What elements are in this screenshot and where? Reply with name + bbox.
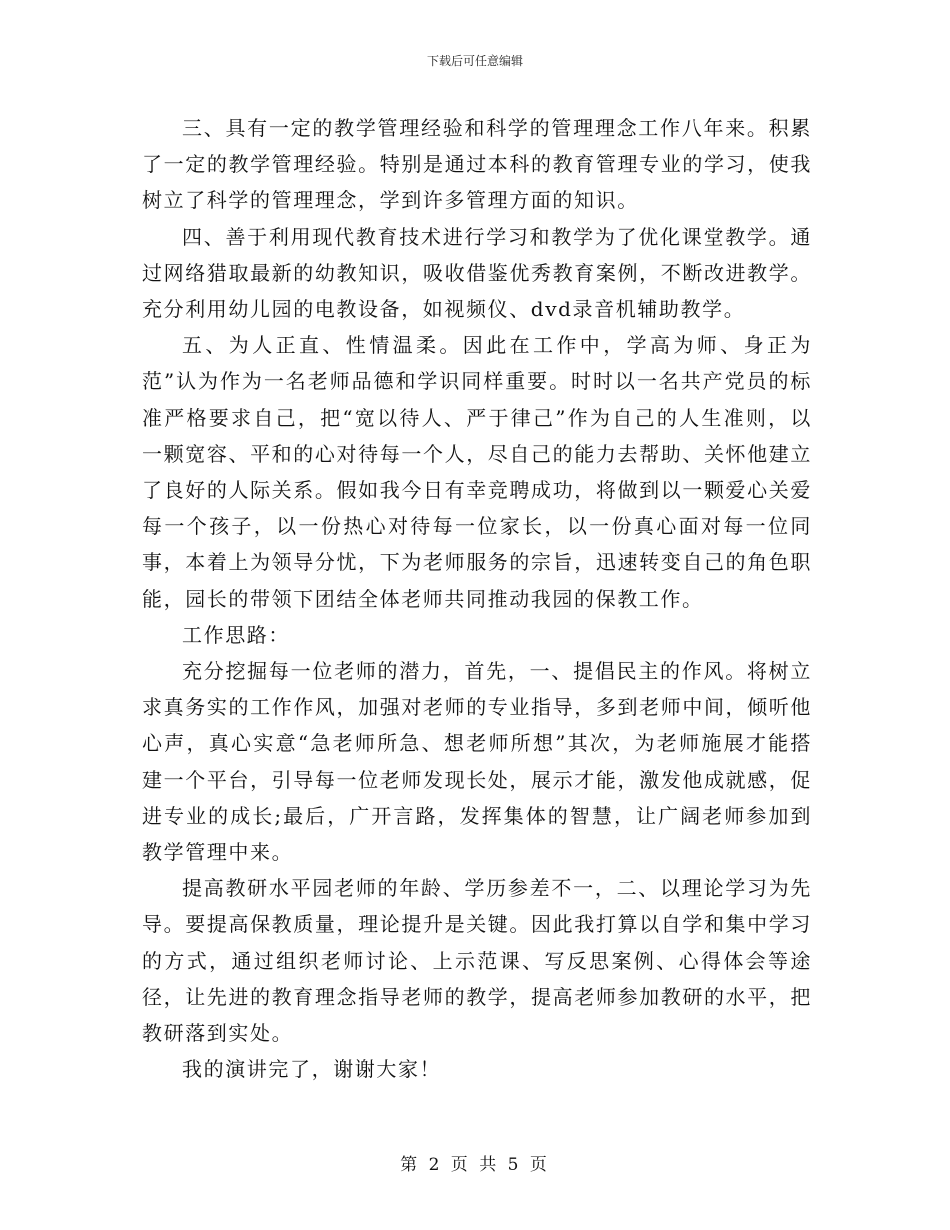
- page-number: 第 2 页 共 5 页: [400, 1155, 550, 1175]
- paragraph-closing: 我的演讲完了，谢谢大家！: [182, 1057, 442, 1082]
- paragraph-personal-character: 五、为人正直、性情温柔。因此在工作中，学高为师、身正为范”认为作为一名老师品德和学识同样重要。时时以一名共产党员的标准严格要求自己，把“宽以待人、严于律己”作为自己的人生准则，以一颗宽容、平和的心对待每一个人，尽自己的能力去帮助、关怀他建立了良好的人际关系。假如我今日有幸竞聘成功，将做到以一颗爱心关爱每一个孩子，以一份热心对待每一位家长，以一份真心面对每一位同事，本着上为领导分忧，下为老师服务的宗旨，迅速转变自己的角色职能，园长的带领下团结全体老师共同推动我园的保教工作。: [142, 333, 812, 611]
- document-body: [142, 110, 812, 1087]
- paragraph-democratic-style: 充分挖掘每一位老师的潜力，首先，一、提倡民主的作风。将树立求真务实的工作作风，加强对老师的专业指导，多到老师中间，倾听他心声，真心实意“急老师所急、想老师所想”其次，为老师施展才能搭建一个平台，引导每一位老师发现长处，展示才能，激发他成就感，促进专业的成长;最后，广开言路，发挥集体的智慧，让广阔老师参加到教学管理中来。: [142, 659, 812, 865]
- page-header-note: 下载后可任意编辑: [426, 54, 523, 68]
- paragraph-management-experience: 三、具有一定的教学管理经验和科学的管理理念工作八年来。积累了一定的教学管理经验。特别是通过本科的教育管理专业的学习，使我树立了科学的管理理念，学到许多管理方面的知识。: [142, 116, 812, 213]
- paragraph-education-technology: 四、善于利用现代教育技术进行学习和教学为了优化课堂教学。通过网络猎取最新的幼教知识，吸收借鉴优秀教育案例，不断改进教学。充分利用幼儿园的电教设备，如视频仪、dvd录音机辅助教学。: [142, 224, 812, 322]
- paragraph-teaching-research: 提高教研水平园老师的年龄、学历参差不一，二、以理论学习为先导。要提高保教质量，理论提升是关键。因此我打算以自学和集中学习的方式，通过组织老师讨论、上示范课、写反思案例、心得体会等途径，让先进的教育理念指导老师的教学，提高老师参加教研的水平，把教研落到实处。: [142, 876, 812, 1046]
- paragraph-work-ideas-heading: 工作思路：: [182, 622, 290, 647]
